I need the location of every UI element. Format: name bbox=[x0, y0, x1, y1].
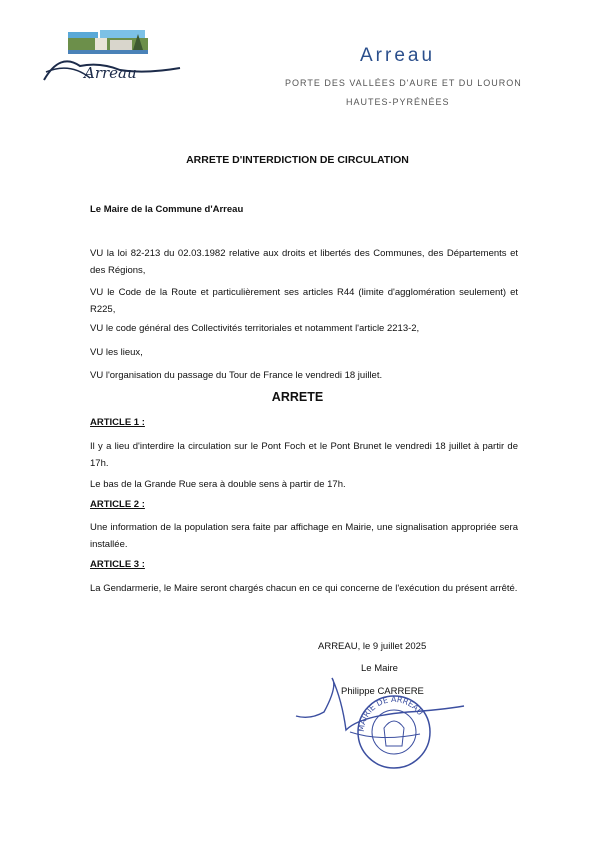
arrete-heading: ARRETE bbox=[271, 390, 324, 404]
vu-clause: VU l'organisation du passage du Tour de France le vendredi 18 juillet. bbox=[90, 370, 383, 381]
town-name: Arreau bbox=[360, 45, 436, 66]
article-title: ARTICLE 1 : bbox=[90, 417, 145, 428]
vu-clause: VU le code général des Collectivités territoriales et notamment l'article 2213-2, bbox=[90, 323, 420, 334]
mayor-intro: Le Maire de la Commune d'Arreau bbox=[90, 204, 244, 215]
article-title: ARTICLE 2 : bbox=[90, 499, 145, 510]
document-title: ARRETE D'INTERDICTION DE CIRCULATION bbox=[186, 154, 409, 166]
arreau-logo bbox=[40, 22, 190, 84]
stamp-text: MAIRIE DE ARREAU bbox=[356, 694, 425, 733]
place-date: ARREAU, le 9 juillet 2025 bbox=[318, 641, 427, 652]
article-title: ARTICLE 3 : bbox=[90, 559, 145, 570]
vu-clause: VU les lieux, bbox=[90, 347, 143, 358]
signatory-role: Le Maire bbox=[361, 663, 398, 674]
region: HAUTES-PYRÉNÉES bbox=[346, 97, 450, 107]
vu-clause: VU le Code de la Route et particulièrement ses articles R44 (limite d'agglomération seulement) et R225, bbox=[90, 287, 518, 315]
logo-text: Arreau bbox=[84, 64, 137, 82]
vu-clause: VU la loi 82-213 du 02.03.1982 relative aux droits et libertés des Communes, des Départements et des Régions, bbox=[90, 248, 518, 276]
article-paragraph: Le bas de la Grande Rue sera à double sens à partir de 17h. bbox=[90, 479, 346, 490]
article-paragraph: Il y a lieu d'interdire la circulation sur le Pont Foch et le Pont Brunet le vendredi 18 juillet à partir de 17h. bbox=[90, 441, 518, 469]
article-paragraph: Une information de la population sera faite par affichage en Mairie, une signalisation appropriée sera installée. bbox=[90, 522, 518, 550]
signatory-name: Philippe CARRERE bbox=[341, 686, 424, 697]
article-paragraph: La Gendarmerie, le Maire seront chargés chacun en ce qui concerne de l'exécution du présent arrêté. bbox=[90, 583, 518, 594]
tagline: PORTE DES VALLÉES D'AURE ET DU LOURON bbox=[285, 78, 522, 88]
